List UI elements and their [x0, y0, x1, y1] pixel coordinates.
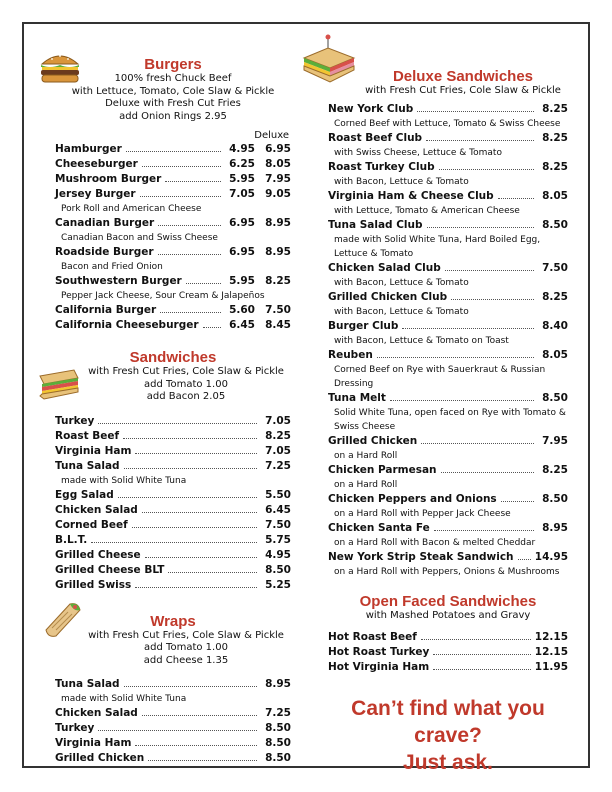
menu-item-description: with Lettuce, Tomato & American Cheese: [334, 205, 520, 216]
menu-item-row: [328, 521, 568, 536]
sandwiches-title: Sandwiches: [129, 349, 217, 366]
dot-leader: [518, 559, 531, 560]
menu-item-price: 8.95: [265, 678, 291, 690]
menu-item-row: [328, 218, 568, 233]
menu-item-price: 11.95: [534, 661, 568, 673]
dot-leader: [390, 400, 534, 401]
dot-leader: [142, 512, 257, 513]
menu-item-deluxe-price: 8.95: [265, 217, 291, 229]
menu-item-name: Burger Club: [328, 319, 399, 332]
sandwiches-list: [55, 414, 291, 593]
menu-item-row: [55, 429, 291, 444]
menu-item-price: 7.50: [542, 261, 568, 274]
menu-item-price: 8.50: [542, 391, 568, 404]
menu-item-price: 5.95: [229, 275, 255, 287]
menu-item-price: 8.25: [542, 463, 568, 476]
menu-item-name: Hot Roast Beef: [328, 631, 417, 643]
menu-item-deluxe-price: 8.25: [265, 275, 291, 287]
menu-item-price: 14.95: [534, 550, 568, 563]
wraps-sub-line: add Tomato 1.00: [144, 642, 228, 653]
dot-leader: [124, 686, 257, 687]
menu-item-price: 8.05: [542, 348, 568, 361]
menu-item-price: 5.60: [229, 304, 255, 316]
burgers-sub-line: Deluxe with Fresh Cut Fries: [105, 98, 241, 109]
burgers-title: Burgers: [144, 56, 202, 73]
crave-line-2: Just ask.: [403, 751, 493, 774]
menu-item-price: 7.05: [265, 414, 291, 427]
dot-leader: [124, 468, 257, 469]
menu-item-row: [328, 434, 568, 449]
dot-leader: [126, 151, 221, 152]
menu-item-name: Cheeseburger: [55, 158, 138, 170]
menu-item-name: Tuna Salad Club: [328, 218, 423, 231]
menu-item-deluxe-price: 7.95: [265, 173, 291, 185]
dot-leader: [123, 438, 257, 439]
wraps-sub-line: with Fresh Cut Fries, Cole Slaw & Pickle: [88, 629, 284, 641]
menu-item-name: New York Strip Steak Sandwich: [328, 550, 514, 563]
menu-item-price: 8.50: [542, 218, 568, 231]
crave-line-1: Can’t find what you crave?: [351, 697, 545, 747]
dot-leader: [135, 587, 257, 588]
menu-item-row: [55, 318, 291, 333]
menu-item-name: Roast Beef Club: [328, 131, 423, 144]
dot-leader: [441, 472, 534, 473]
menu-item-row: [55, 503, 291, 518]
deluxe-column-label: Deluxe: [254, 130, 289, 141]
deluxe-sandwiches-section: [328, 68, 568, 579]
dot-leader: [203, 327, 221, 328]
dot-leader: [498, 198, 534, 199]
wraps-list: [55, 677, 291, 766]
menu-item-row: [55, 677, 291, 692]
menu-item-description: Corned Beef on Rye with Sauerkraut & Russian Dressing: [334, 364, 546, 389]
menu-item-row: [328, 290, 568, 305]
deluxe-list: [328, 102, 568, 579]
menu-item-row: [55, 172, 291, 187]
menu-item-price: 6.45: [265, 503, 291, 516]
left-column: [55, 56, 291, 766]
menu-item-name: Tuna Salad: [55, 459, 120, 472]
dot-leader: [145, 557, 257, 558]
burgers-sub-line: add Onion Rings 2.95: [119, 110, 227, 122]
menu-item-description: with Bacon, Lettuce & Tomato: [334, 176, 469, 187]
menu-item-name: Egg Salad: [55, 488, 114, 501]
menu-item-row: [328, 391, 568, 406]
dot-leader: [142, 166, 221, 167]
menu-item-price: 4.95: [229, 143, 255, 155]
menu-item-row: [55, 303, 291, 318]
menu-item-price: 5.25: [265, 578, 291, 591]
menu-item-row: [328, 160, 568, 175]
menu-item-description: on a Hard Roll with Pepper Jack Cheese: [334, 508, 511, 519]
burgers-sub-line: 100% fresh Chuck Beef: [114, 73, 232, 84]
menu-item-name: Grilled Cheese BLT: [55, 563, 165, 576]
dot-leader: [433, 654, 530, 655]
dot-leader: [142, 715, 257, 716]
dot-leader: [160, 312, 221, 313]
dot-leader: [402, 328, 534, 329]
menu-item-price: 6.25: [229, 158, 255, 170]
sandwiches-subtitle: [55, 366, 291, 404]
menu-item-price: 8.25: [542, 131, 568, 144]
dot-leader: [434, 530, 534, 531]
open-faced-list: [328, 630, 568, 675]
menu-item-price: 8.25: [542, 160, 568, 173]
menu-item-row: [55, 488, 291, 503]
dot-leader: [451, 299, 534, 300]
menu-item-name: Mushroom Burger: [55, 173, 162, 185]
menu-item-description: Corned Beef with Lettuce, Tomato & Swiss Cheese: [334, 118, 561, 129]
menu-item-price: 12.15: [534, 631, 568, 643]
menu-item-price: 6.95: [229, 246, 255, 258]
menu-item-row: [55, 721, 291, 736]
menu-item-row: [55, 459, 291, 474]
menu-item-deluxe-price: 8.45: [265, 319, 291, 331]
menu-item-price: 8.50: [265, 563, 291, 576]
open-faced-sub-line: with Mashed Potatoes and Gravy: [365, 609, 531, 621]
sandwiches-sub-line: add Tomato 1.00: [144, 378, 228, 390]
menu-item-name: Chicken Peppers and Onions: [328, 492, 497, 505]
dot-leader: [445, 270, 534, 271]
menu-item-deluxe-price: 8.05: [265, 158, 291, 170]
dot-leader: [118, 497, 257, 498]
menu-item-price: 8.50: [542, 492, 568, 505]
menu-item-description: on a Hard Roll with Peppers, Onions & Mushrooms: [334, 566, 560, 577]
menu-item-price: 8.25: [265, 429, 291, 442]
menu-item-name: Chicken Salad Club: [328, 261, 441, 274]
menu-item-row: [328, 102, 568, 117]
dot-leader: [377, 357, 534, 358]
menu-item-description: with Bacon, Lettuce & Tomato: [334, 306, 469, 317]
dot-leader: [148, 760, 257, 761]
menu-item-row: [328, 645, 568, 660]
menu-item-row: [55, 533, 291, 548]
right-column: [328, 68, 568, 776]
crave-message: [328, 695, 568, 776]
menu-item-name: Canadian Burger: [55, 217, 155, 229]
menu-item-name: Turkey: [55, 722, 95, 734]
menu-item-name: Hot Virginia Ham: [328, 661, 430, 673]
dot-leader: [433, 669, 531, 670]
burgers-list: [55, 142, 291, 333]
wraps-title: Wraps: [150, 612, 196, 630]
dot-leader: [135, 745, 257, 746]
dot-leader: [439, 169, 534, 170]
menu-item-name: Chicken Salad: [55, 503, 138, 516]
menu-item-name: Jersey Burger: [55, 188, 136, 200]
menu-item-description: on a Hard Roll: [334, 450, 398, 461]
menu-item-price: 6.45: [229, 319, 255, 331]
open-faced-subtitle: [328, 610, 568, 623]
burgers-sub-line: with Lettuce, Tomato, Cole Slaw & Pickle: [71, 85, 275, 97]
menu-item-description: Bacon and Fried Onion: [61, 262, 163, 272]
menu-item-deluxe-price: 9.05: [265, 188, 291, 200]
burgers-subtitle: [55, 73, 291, 123]
menu-item-row: [55, 142, 291, 157]
menu-item-description: with Bacon, Lettuce & Tomato: [334, 277, 469, 288]
menu-item-price: 6.95: [229, 217, 255, 229]
menu-item-row: [328, 131, 568, 146]
menu-item-row: [328, 348, 568, 363]
dot-leader: [158, 225, 221, 226]
dot-leader: [98, 423, 257, 424]
menu-item-description: made with Solid White Tuna: [61, 475, 187, 486]
menu-item-description: made with Solid White Tuna: [61, 694, 187, 704]
menu-item-name: Hot Roast Turkey: [328, 646, 430, 658]
menu-item-price: 7.25: [265, 459, 291, 472]
menu-item-name: Roast Turkey Club: [328, 160, 435, 173]
burgers-section: [55, 56, 291, 333]
menu-item-price: 7.05: [229, 188, 255, 200]
menu-item-name: Grilled Chicken: [328, 434, 418, 447]
menu-item-row: [55, 157, 291, 172]
menu-item-name: Turkey: [55, 414, 95, 427]
dot-leader: [186, 283, 221, 284]
menu-item-deluxe-price: 7.50: [265, 304, 291, 316]
open-faced-title: Open Faced Sandwiches: [359, 592, 537, 610]
dot-leader: [426, 140, 534, 141]
menu-item-row: [55, 414, 291, 429]
dot-leader: [165, 181, 221, 182]
menu-item-name: B.L.T.: [55, 533, 88, 546]
deluxe-subtitle: [328, 85, 568, 98]
menu-item-row: [55, 578, 291, 593]
menu-item-price: 8.25: [542, 102, 568, 115]
menu-item-name: Grilled Chicken Club: [328, 290, 448, 303]
menu-item-name: Tuna Melt: [328, 391, 386, 404]
menu-item-row: [55, 187, 291, 202]
dot-leader: [427, 227, 535, 228]
menu-item-row: [328, 463, 568, 478]
menu-item-description: on a Hard Roll with Bacon & melted Cheddar: [334, 537, 536, 548]
menu-item-name: Roadside Burger: [55, 246, 154, 258]
deluxe-sub-line: with Fresh Cut Fries, Cole Slaw & Pickle: [365, 85, 561, 96]
menu-item-name: New York Club: [328, 102, 414, 115]
menu-item-name: Corned Beef: [55, 518, 128, 531]
wraps-sub-line: add Cheese 1.35: [143, 654, 229, 666]
menu-item-name: Tuna Salad: [55, 678, 120, 690]
menu-item-price: 5.50: [265, 488, 291, 501]
dot-leader: [91, 542, 257, 543]
menu-item-row: [328, 630, 568, 645]
menu-item-description: made with Solid White Tuna, Hard Boiled Egg, Lettuce & Tomato: [334, 234, 541, 259]
dot-leader: [135, 453, 257, 454]
menu-item-row: [328, 319, 568, 334]
dot-leader: [132, 527, 257, 528]
menu-item-row: [55, 518, 291, 533]
dot-leader: [98, 730, 257, 731]
menu-item-row: [55, 444, 291, 459]
menu-item-row: [55, 274, 291, 289]
menu-item-row: [55, 706, 291, 721]
dot-leader: [421, 443, 534, 444]
menu-item-deluxe-price: 8.95: [265, 246, 291, 258]
menu-item-price: 8.05: [542, 189, 568, 202]
menu-item-price: 4.95: [265, 548, 291, 561]
menu-item-description: Canadian Bacon and Swiss Cheese: [61, 233, 218, 243]
menu-item-name: Roast Beef: [55, 429, 120, 442]
menu-item-row: [328, 660, 568, 675]
menu-item-name: California Cheeseburger: [55, 319, 199, 331]
dot-leader: [158, 254, 221, 255]
menu-item-description: on a Hard Roll: [334, 479, 398, 490]
menu-item-row: [55, 563, 291, 578]
menu-item-price: 7.50: [265, 518, 291, 531]
menu-item-name: Southwestern Burger: [55, 275, 182, 287]
menu-item-name: Grilled Cheese: [55, 548, 141, 561]
wraps-subtitle: [55, 630, 291, 668]
wraps-section: [55, 613, 291, 767]
menu-item-name: Hamburger: [55, 143, 122, 155]
menu-item-price: 7.05: [265, 444, 291, 457]
menu-item-name: Reuben: [328, 348, 373, 361]
sandwiches-sub-line: add Bacon 2.05: [146, 391, 226, 402]
menu-item-row: [55, 751, 291, 766]
menu-item-row: [55, 216, 291, 231]
menu-item-price: 7.25: [265, 707, 291, 719]
sandwiches-sub-line: with Fresh Cut Fries, Cole Slaw & Pickle: [88, 366, 284, 377]
menu-item-row: [55, 548, 291, 563]
menu-item-name: Chicken Parmesan: [328, 463, 437, 476]
open-faced-section: [328, 593, 568, 676]
menu-item-name: Virginia Ham & Cheese Club: [328, 189, 494, 202]
menu-item-price: 8.50: [265, 737, 291, 749]
dot-leader: [140, 196, 221, 197]
dot-leader: [417, 111, 534, 112]
deluxe-title: Deluxe Sandwiches: [392, 68, 534, 85]
menu-item-row: [328, 189, 568, 204]
menu-item-price: 5.75: [265, 533, 291, 546]
menu-item-description: with Swiss Cheese, Lettuce & Tomato: [334, 147, 502, 158]
menu-item-price: 8.40: [542, 319, 568, 332]
menu-item-description: Solid White Tuna, open faced on Rye with Tomato & Swiss Cheese: [334, 407, 566, 432]
menu-item-deluxe-price: 6.95: [265, 143, 291, 155]
menu-item-row: [55, 245, 291, 260]
menu-item-description: Pepper Jack Cheese, Sour Cream & Jalapeños: [61, 291, 265, 301]
menu-item-price: 8.50: [265, 752, 291, 764]
menu-item-price: 8.50: [265, 722, 291, 734]
menu-item-name: Virginia Ham: [55, 444, 132, 457]
menu-item-row: [328, 261, 568, 276]
menu-item-name: Chicken Santa Fe: [328, 521, 430, 534]
menu-item-row: [328, 550, 568, 565]
menu-item-price: 12.15: [534, 646, 568, 658]
menu-item-row: [55, 736, 291, 751]
menu-item-description: with Bacon, Lettuce & Tomato on Toast: [334, 335, 509, 346]
menu-item-price: 8.25: [542, 290, 568, 303]
menu-item-name: Grilled Chicken: [55, 752, 145, 764]
menu-item-price: 5.95: [229, 173, 255, 185]
menu-item-name: California Burger: [55, 304, 157, 316]
menu-item-price: 7.95: [542, 434, 568, 447]
menu-item-name: Chicken Salad: [55, 707, 138, 719]
dot-leader: [501, 501, 534, 502]
menu-item-name: Grilled Swiss: [55, 578, 132, 591]
menu-item-price: 8.95: [542, 521, 568, 534]
dot-leader: [421, 639, 531, 640]
menu-item-description: Pork Roll and American Cheese: [61, 204, 202, 214]
sandwiches-section: [55, 349, 291, 593]
menu-item-name: Virginia Ham: [55, 737, 132, 749]
dot-leader: [168, 572, 257, 573]
menu-item-row: [328, 492, 568, 507]
